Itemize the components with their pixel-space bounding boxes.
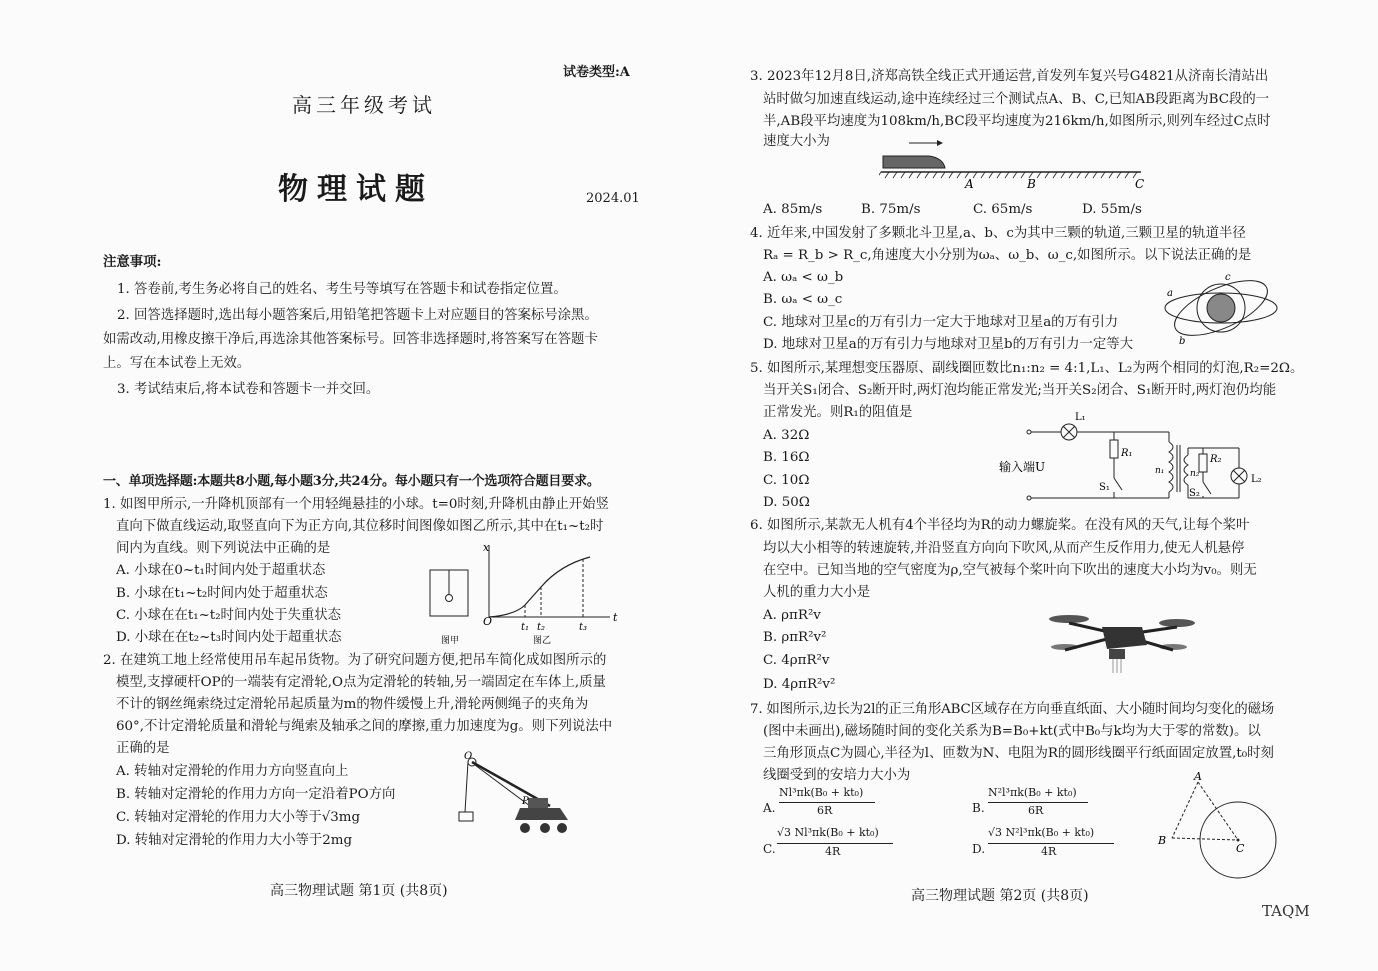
label-a: A: [1194, 770, 1202, 783]
q1-stem: 直向下做直线运动,取竖直向下为正方向,其位移时间图像如图乙所示,其中在t₁~t₂时: [116, 519, 604, 534]
arrow-head: [937, 140, 943, 146]
primary-coil: [1169, 442, 1173, 492]
q3-option-b: B. 75m/s: [861, 202, 921, 217]
notice-line: 3. 考试结束后,将本试卷和答题卡一并交回。: [117, 382, 380, 397]
q3-option-a: A. 85m/s: [763, 202, 823, 217]
label-b: B: [1027, 177, 1036, 191]
q4-option-c: C. 地球对卫星c的万有引力一定大于地球对卫星a的万有引力: [763, 315, 1119, 330]
label-c: C: [1236, 842, 1245, 855]
q2-stem: 不计的钢丝绳索绕过定滑轮吊起质量为m的物件缓慢上升,滑轮两侧绳子的夹角为: [116, 697, 589, 712]
label-p: P: [522, 796, 529, 807]
q6-stem: 在空中。已知当地的空气密度为ρ,空气被每个桨叶向下吹出的速度大小均为v₀。则无: [763, 563, 1257, 578]
origin-label: O: [483, 615, 493, 628]
q6-stem: 人机的重力大小是: [763, 585, 871, 600]
q3-option-c: C. 65m/s: [973, 202, 1033, 217]
q7-option-b-label: B.: [972, 801, 985, 815]
q7-option-b-numerator: N²l³πk(B₀ + kt₀): [988, 786, 1077, 799]
secondary-coil: [1184, 455, 1188, 485]
q1-figure: [425, 535, 630, 650]
earth: [1207, 294, 1235, 322]
q7-option-a-label: A.: [763, 801, 776, 815]
q2-option-d: D. 转轴对定滑轮的作用力大小等于2mg: [116, 833, 353, 848]
tick-t3: t₃: [579, 622, 588, 633]
notice-line: 如需改动,用橡皮擦干净后,再选涂其他答案标号。回答非选择题时,将答案写在答题卡: [103, 332, 598, 347]
wheel: [520, 823, 530, 833]
train-figure: [879, 138, 1159, 193]
triangle-side: [1172, 782, 1198, 838]
fraction-bar: [779, 802, 875, 803]
q6-option-b: B. ρπR²v²: [763, 630, 827, 645]
q2-stem: 2. 在建筑工地上经常使用吊车起吊货物。为了研究问题方便,把吊车简化成如图所示的: [103, 653, 607, 668]
label-a: A: [965, 177, 974, 191]
watermark: TAQM: [1262, 902, 1310, 920]
cargo: [459, 812, 473, 821]
fraction-bar: [777, 843, 893, 844]
q1-option-b: B. 小球在t₁~t₂时间内处于超重状态: [116, 586, 328, 601]
terminal: [1027, 496, 1031, 500]
q1-stem: 1. 如图甲所示,一升降机顶部有一个用轻绳悬挂的小球。t=0时刻,升降机由静止开始竖: [103, 497, 609, 512]
page-footer: 高三物理试题 第2页 (共8页): [911, 888, 1089, 904]
q6-stem: 均以大小相等的转速旋转,并沿竖直方向向下吹风,从而产生反作用力,使无人机悬停: [763, 541, 1245, 556]
notice-heading: 注意事项:: [103, 254, 162, 270]
q1-stem: 间内为直线。则下列说法中正确的是: [116, 541, 331, 556]
crane-body: [515, 808, 568, 820]
q5-stem: 5. 如图所示,某理想变压器原、副线圈匝数比n₁:n₂ = 4:1,L₁、L₂为两个相同的灯泡,R₂=2Ω。: [750, 361, 1304, 376]
switch-s1: [1114, 478, 1122, 490]
input-label: 输入端U: [999, 460, 1046, 474]
drone-figure: [1047, 605, 1197, 677]
label-b: B: [1158, 834, 1167, 847]
right-page: [689, 0, 1378, 971]
label-l2: L₂: [1251, 474, 1262, 485]
q1-option-d: D. 小球在在t₂~t₃时间内处于超重状态: [116, 630, 342, 645]
q7-option-b-denominator: 6R: [1028, 804, 1044, 817]
label-o: O: [464, 751, 473, 762]
q7-option-d-label: D.: [972, 842, 986, 856]
lamp-l2-cross: [1233, 470, 1245, 482]
q2-stem: 60°,不计定滑轮质量和滑轮与绳索及轴承之间的摩擦,重力加速度为g。则下列说法中: [116, 719, 613, 734]
q5-option-d: D. 50Ω: [763, 495, 810, 510]
resistor-r1: [1110, 440, 1118, 458]
q6-option-d: D. 4ρπR²v²: [763, 677, 836, 692]
switch-s2: [1203, 482, 1211, 494]
q7-option-a-denominator: 6R: [817, 804, 833, 817]
terminal: [1027, 430, 1031, 434]
q6-stem: 6. 如图所示,某款无人机有4个半径均为R的动力螺旋桨。在没有风的天气,让每个桨叶: [750, 518, 1250, 533]
q2-option-a: A. 转轴对定滑轮的作用力方向竖直向上: [116, 764, 349, 779]
notice-line: 2. 回答选择题时,选出每小题答案后,用铅笔把答题卡上对应题目的答案标号涂黑。: [117, 308, 598, 323]
label-s1: S₁: [1099, 482, 1110, 493]
drone-camera: [1109, 649, 1125, 659]
q6-option-c: C. 4ρπR²v: [763, 653, 830, 668]
q5-option-b: B. 16Ω: [763, 450, 810, 465]
q7-option-d-denominator: 4R: [1041, 845, 1057, 858]
label-n2: n₂: [1190, 469, 1200, 479]
q7-option-d-numerator: √3 N²l³πk(B₀ + kt₀): [988, 826, 1095, 839]
label-c: c: [1225, 272, 1231, 283]
crane-cab: [528, 798, 548, 808]
train: [883, 156, 945, 168]
q2-stem: 模型,支撑硬杆OP的一端装有定滑轮,O点为定滑轮的转轴,另一端固定在车体上,质量: [116, 675, 606, 690]
q7-stem: 三角形顶点C为圆心,半径为l、匝数为N、电阻为R的圆形线圈平行纸面固定放置,t₀时刻: [763, 746, 1274, 761]
triangle-coil-figure: [1152, 770, 1282, 880]
subject-title: 物理试题: [278, 172, 434, 207]
label-n1: n₁: [1155, 466, 1165, 476]
q4-stem: 4. 近年来,中国发射了多颗北斗卫星,a、b、c为其中三颗的轨道,三颗卫星的轨道半径: [750, 226, 1246, 241]
paper-type: 试卷类型:A: [563, 65, 630, 80]
q5-option-a: A. 32Ω: [763, 428, 810, 443]
q2-option-b: B. 转轴对定滑轮的作用力方向一定沿着PO方向: [116, 787, 396, 802]
lamp-l1-cross: [1063, 426, 1075, 438]
track-hatch: [879, 172, 1137, 178]
label-r1: R₁: [1121, 448, 1133, 459]
q7-option-a-numerator: Nl³πk(B₀ + kt₀): [779, 786, 864, 799]
orbit-figure: [1159, 268, 1283, 348]
q4-option-b: B. ωₐ < ω_c: [763, 292, 843, 307]
wheel: [540, 823, 550, 833]
q2-stem: 正确的是: [116, 741, 170, 756]
ball: [446, 595, 453, 602]
drone-body: [1102, 627, 1147, 649]
page-footer: 高三物理试题 第1页 (共8页): [270, 883, 448, 899]
label-l1: L₁: [1075, 412, 1086, 423]
q7-option-c-numerator: √3 Nl³πk(B₀ + kt₀): [777, 826, 879, 839]
exam-date: 2024.01: [586, 191, 640, 206]
propeller: [1049, 615, 1089, 623]
q5-stem: 正常发光。则R₁的阻值是: [763, 405, 913, 420]
q7-stem: (图中未画出),磁场随时间的变化关系为B=B₀+kt(式中B₀与k均为大于零的常数)。以: [763, 724, 1261, 739]
propeller: [1159, 619, 1195, 627]
q6-option-a: A. ρπR²v: [763, 608, 821, 623]
airflow: [1113, 659, 1121, 673]
q3-stem: 站时做匀加速直线运动,途中连续经过三个测试点A、B、C,已知AB段距离为BC段的一: [763, 92, 1270, 107]
crane-figure: [450, 748, 575, 848]
q3-option-d: D. 55m/s: [1082, 202, 1142, 217]
resistor-r2: [1199, 454, 1207, 472]
q5-stem: 当开关S₁闭合、S₂断开时,两灯泡均能正常发光;当开关S₂闭合、S₁断开时,两灯泡仍均能: [763, 383, 1277, 398]
q1-option-c: C. 小球在在t₁~t₂时间内处于失重状态: [116, 608, 342, 623]
label-b: b: [1179, 336, 1186, 347]
fig-jia-caption: 图甲: [441, 636, 460, 646]
fraction-bar: [988, 802, 1088, 803]
q3-stem: 半,AB段平均速度为108km/h,BC段平均速度为216km/h,如图所示,则列车经过C点时: [763, 114, 1271, 129]
grade-title: 高三年级考试: [292, 93, 436, 117]
q3-stem: 3. 2023年12月8日,济郑高铁全线正式开通运营,首发列车复兴号G4821从济南长清站出: [750, 69, 1269, 84]
q7-option-c-denominator: 4R: [825, 845, 841, 858]
q2-option-c: C. 转轴对定滑轮的作用力大小等于√3mg: [116, 810, 361, 825]
label-r2: R₂: [1210, 454, 1222, 465]
wheel: [557, 823, 567, 833]
cable-left: [465, 762, 468, 812]
fraction-bar: [988, 843, 1114, 844]
triangle-side: [1198, 782, 1238, 840]
tick-t2: t₂: [537, 622, 546, 633]
label-s2: S₂: [1189, 488, 1200, 499]
q7-stem: 7. 如图所示,边长为2l的正三角形ABC区域存在方向垂直纸面、大小随时间均匀变化的磁场: [750, 702, 1274, 717]
label-a: a: [1167, 288, 1173, 299]
axis-t-label: t: [613, 611, 618, 624]
tick-t1: t₁: [521, 622, 530, 633]
fig-yi-caption: 图乙: [533, 636, 552, 646]
section-heading: 一、单项选择题:本题共8小题,每小题3分,共24分。每小题只有一个选项符合题目要求。: [103, 474, 600, 489]
q5-option-c: C. 10Ω: [763, 473, 810, 488]
q4-stem: Rₐ = R_b > R_c,角速度大小分别为ωₐ、ω_b、ω_c,如图所示。以下说法正确的是: [763, 248, 1252, 263]
q7-option-c-label: C.: [763, 842, 776, 856]
label-c: C: [1135, 177, 1145, 191]
x-t-curve: [489, 557, 590, 617]
axis-x-label: x: [483, 541, 490, 554]
circuit-figure: [989, 410, 1279, 505]
q4-option-d: D. 地球对卫星a的万有引力与地球对卫星b的万有引力一定等大: [763, 337, 1134, 352]
triangle-side: [1172, 838, 1238, 840]
q1-option-a: A. 小球在0~t₁时间内处于超重状态: [116, 563, 326, 578]
q3-stem: 速度大小为: [763, 134, 830, 149]
notice-line: 1. 答卷前,考生务必将自己的姓名、考生号等填写在答题卡和试卷指定位置。: [117, 282, 567, 297]
notice-line: 上。写在本试卷上无效。: [103, 356, 251, 371]
q7-stem: 线圈受到的安培力大小为: [763, 768, 911, 783]
q4-option-a: A. ωₐ < ω_b: [763, 270, 844, 285]
